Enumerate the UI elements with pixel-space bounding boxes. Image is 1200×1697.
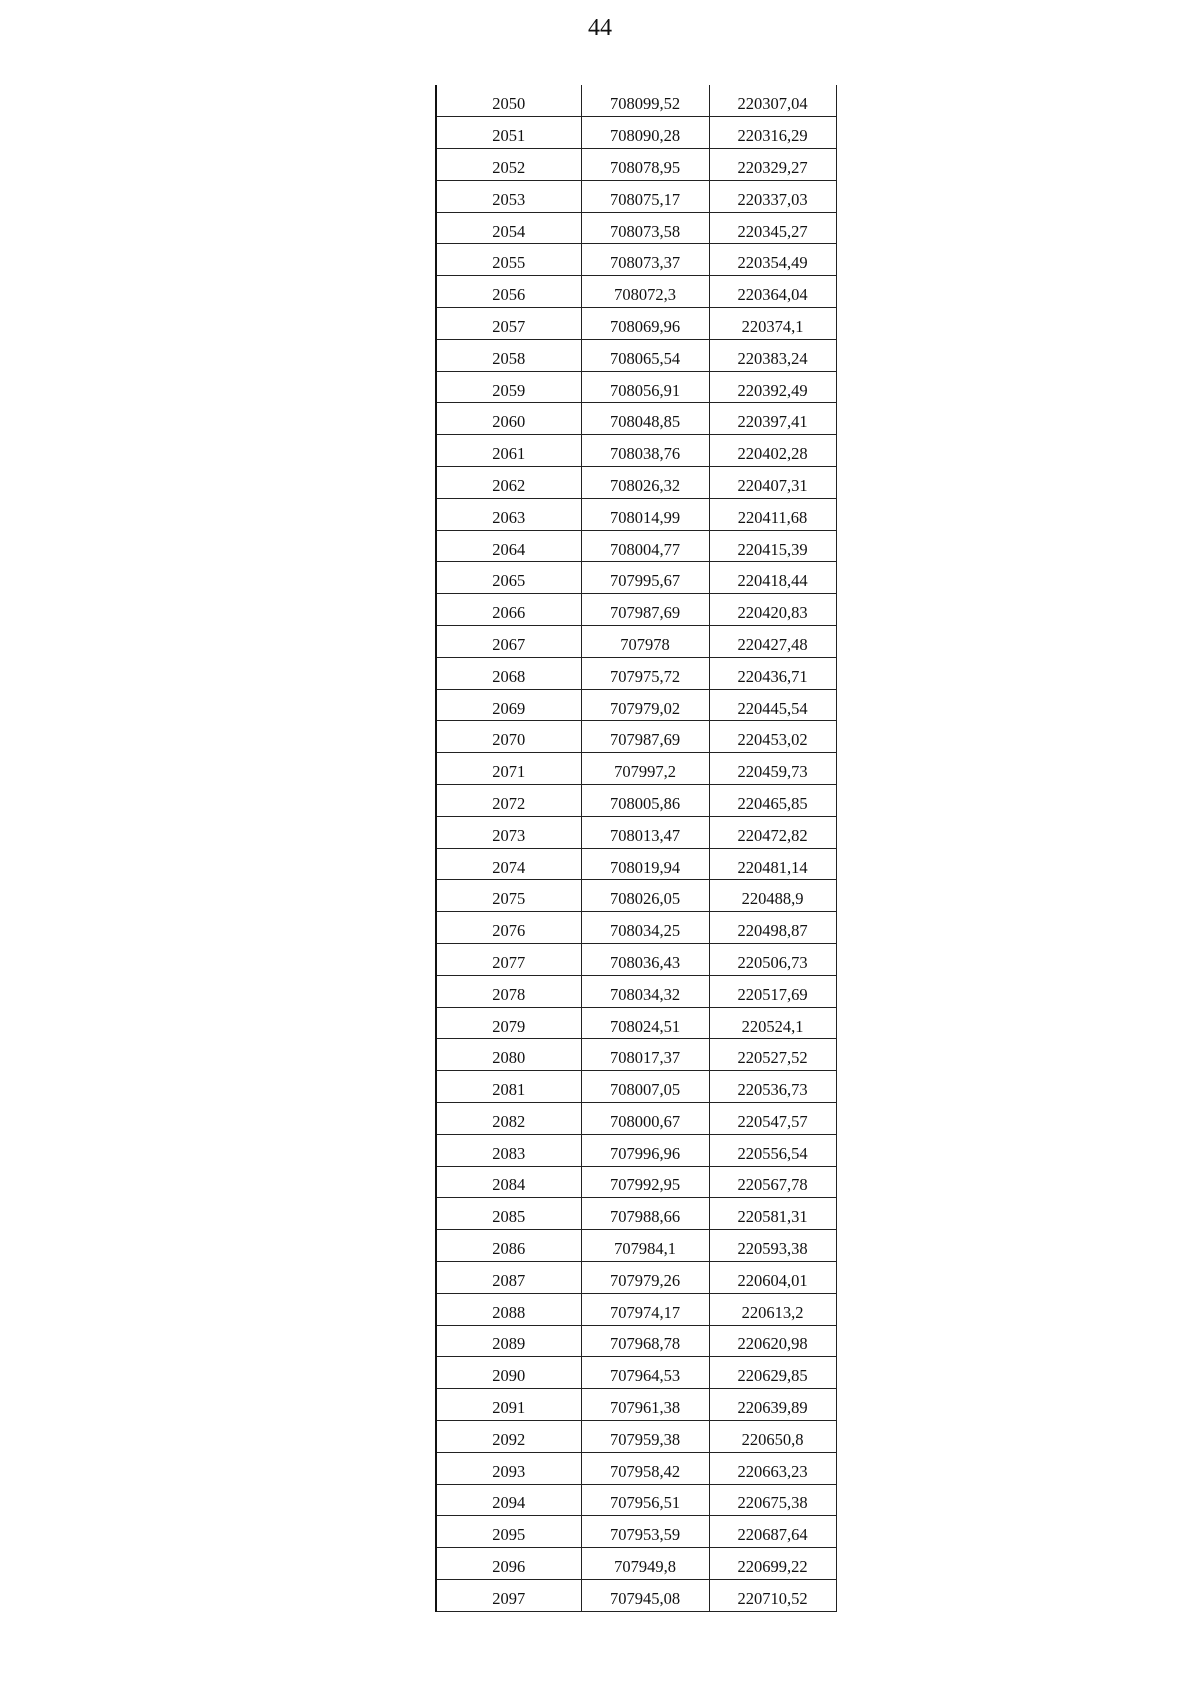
y-coordinate-cell: 220650,8 (709, 1420, 836, 1452)
table-row (436, 1516, 836, 1548)
point-number-cell: 2090 (436, 1357, 581, 1389)
x-coordinate-cell: 707968,78 (581, 1325, 709, 1357)
y-coordinate-cell: 220593,38 (709, 1230, 836, 1262)
table-row (436, 1103, 836, 1135)
y-coordinate-cell: 220392,49 (709, 371, 836, 403)
table-row (436, 975, 836, 1007)
y-coordinate-cell: 220629,85 (709, 1357, 836, 1389)
table-row (436, 785, 836, 817)
y-coordinate-cell: 220581,31 (709, 1198, 836, 1230)
point-number-cell: 2070 (436, 721, 581, 753)
y-coordinate-cell: 220710,52 (709, 1579, 836, 1611)
x-coordinate-cell: 708000,67 (581, 1103, 709, 1135)
x-coordinate-cell: 708078,95 (581, 149, 709, 181)
table-row (436, 1071, 836, 1103)
y-coordinate-cell: 220620,98 (709, 1325, 836, 1357)
point-number-cell: 2093 (436, 1452, 581, 1484)
y-coordinate-cell: 220420,83 (709, 594, 836, 626)
x-coordinate-cell: 708073,37 (581, 244, 709, 276)
point-number-cell: 2062 (436, 467, 581, 499)
x-coordinate-cell: 707974,17 (581, 1293, 709, 1325)
x-coordinate-cell: 707988,66 (581, 1198, 709, 1230)
table-row (436, 1007, 836, 1039)
x-coordinate-cell: 708005,86 (581, 785, 709, 817)
point-number-cell: 2084 (436, 1166, 581, 1198)
table-row (436, 1548, 836, 1580)
x-coordinate-cell: 707956,51 (581, 1484, 709, 1516)
table-row (436, 403, 836, 435)
table-row (436, 371, 836, 403)
table-row (436, 467, 836, 499)
point-number-cell: 2089 (436, 1325, 581, 1357)
x-coordinate-cell: 708048,85 (581, 403, 709, 435)
table-row (436, 212, 836, 244)
y-coordinate-cell: 220699,22 (709, 1548, 836, 1580)
point-number-cell: 2094 (436, 1484, 581, 1516)
y-coordinate-cell: 220536,73 (709, 1071, 836, 1103)
table-row (436, 180, 836, 212)
y-coordinate-cell: 220307,04 (709, 85, 836, 117)
y-coordinate-cell: 220613,2 (709, 1293, 836, 1325)
table-row (436, 85, 836, 117)
table-row (436, 912, 836, 944)
point-number-cell: 2050 (436, 85, 581, 117)
x-coordinate-cell: 708069,96 (581, 308, 709, 340)
y-coordinate-cell: 220345,27 (709, 212, 836, 244)
x-coordinate-cell: 707979,02 (581, 689, 709, 721)
table-row (436, 1357, 836, 1389)
y-coordinate-cell: 220604,01 (709, 1261, 836, 1293)
y-coordinate-cell: 220427,48 (709, 626, 836, 658)
x-coordinate-cell: 708004,77 (581, 530, 709, 562)
y-coordinate-cell: 220639,89 (709, 1389, 836, 1421)
y-coordinate-cell: 220383,24 (709, 339, 836, 371)
x-coordinate-cell: 708013,47 (581, 816, 709, 848)
x-coordinate-cell: 708034,25 (581, 912, 709, 944)
table-row (436, 562, 836, 594)
point-number-cell: 2066 (436, 594, 581, 626)
point-number-cell: 2078 (436, 975, 581, 1007)
point-number-cell: 2059 (436, 371, 581, 403)
x-coordinate-cell: 708026,05 (581, 880, 709, 912)
point-number-cell: 2085 (436, 1198, 581, 1230)
x-coordinate-cell: 708036,43 (581, 944, 709, 976)
point-number-cell: 2068 (436, 657, 581, 689)
y-coordinate-cell: 220337,03 (709, 180, 836, 212)
x-coordinate-cell: 708034,32 (581, 975, 709, 1007)
point-number-cell: 2077 (436, 944, 581, 976)
point-number-cell: 2054 (436, 212, 581, 244)
y-coordinate-cell: 220374,1 (709, 308, 836, 340)
y-coordinate-cell: 220481,14 (709, 848, 836, 880)
point-number-cell: 2057 (436, 308, 581, 340)
table-row (436, 1579, 836, 1611)
table-row (436, 689, 836, 721)
point-number-cell: 2083 (436, 1134, 581, 1166)
point-number-cell: 2056 (436, 276, 581, 308)
y-coordinate-cell: 220524,1 (709, 1007, 836, 1039)
table-row (436, 1166, 836, 1198)
point-number-cell: 2076 (436, 912, 581, 944)
x-coordinate-cell: 707997,2 (581, 753, 709, 785)
point-number-cell: 2088 (436, 1293, 581, 1325)
table-row (436, 880, 836, 912)
table-row (436, 149, 836, 181)
y-coordinate-cell: 220407,31 (709, 467, 836, 499)
point-number-cell: 2069 (436, 689, 581, 721)
point-number-cell: 2065 (436, 562, 581, 594)
y-coordinate-cell: 220418,44 (709, 562, 836, 594)
table-row (436, 1452, 836, 1484)
x-coordinate-cell: 707975,72 (581, 657, 709, 689)
coordinates-table-body (436, 85, 836, 1611)
x-coordinate-cell: 708007,05 (581, 1071, 709, 1103)
y-coordinate-cell: 220517,69 (709, 975, 836, 1007)
y-coordinate-cell: 220402,28 (709, 435, 836, 467)
x-coordinate-cell: 708019,94 (581, 848, 709, 880)
table-row (436, 848, 836, 880)
x-coordinate-cell: 708073,58 (581, 212, 709, 244)
table-row (436, 753, 836, 785)
table-row (436, 435, 836, 467)
y-coordinate-cell: 220556,54 (709, 1134, 836, 1166)
x-coordinate-cell: 707961,38 (581, 1389, 709, 1421)
x-coordinate-cell: 707953,59 (581, 1516, 709, 1548)
y-coordinate-cell: 220663,23 (709, 1452, 836, 1484)
point-number-cell: 2082 (436, 1103, 581, 1135)
y-coordinate-cell: 220465,85 (709, 785, 836, 817)
x-coordinate-cell: 708072,3 (581, 276, 709, 308)
table-row (436, 339, 836, 371)
y-coordinate-cell: 220506,73 (709, 944, 836, 976)
x-coordinate-cell: 707958,42 (581, 1452, 709, 1484)
table-row (436, 816, 836, 848)
x-coordinate-cell: 707987,69 (581, 721, 709, 753)
table-row (436, 1198, 836, 1230)
y-coordinate-cell: 220567,78 (709, 1166, 836, 1198)
y-coordinate-cell: 220488,9 (709, 880, 836, 912)
table-row (436, 1325, 836, 1357)
x-coordinate-cell: 708026,32 (581, 467, 709, 499)
x-coordinate-cell: 707959,38 (581, 1420, 709, 1452)
y-coordinate-cell: 220459,73 (709, 753, 836, 785)
point-number-cell: 2067 (436, 626, 581, 658)
point-number-cell: 2074 (436, 848, 581, 880)
point-number-cell: 2081 (436, 1071, 581, 1103)
x-coordinate-cell: 707978 (581, 626, 709, 658)
table-row (436, 308, 836, 340)
table-row (436, 530, 836, 562)
y-coordinate-cell: 220354,49 (709, 244, 836, 276)
table-row (436, 657, 836, 689)
point-number-cell: 2051 (436, 117, 581, 149)
point-number-cell: 2080 (436, 1039, 581, 1071)
point-number-cell: 2096 (436, 1548, 581, 1580)
x-coordinate-cell: 707995,67 (581, 562, 709, 594)
table-row (436, 1261, 836, 1293)
coordinates-table (435, 85, 837, 1612)
y-coordinate-cell: 220527,52 (709, 1039, 836, 1071)
point-number-cell: 2087 (436, 1261, 581, 1293)
x-coordinate-cell: 707979,26 (581, 1261, 709, 1293)
table-row (436, 626, 836, 658)
point-number-cell: 2053 (436, 180, 581, 212)
point-number-cell: 2091 (436, 1389, 581, 1421)
x-coordinate-cell: 708024,51 (581, 1007, 709, 1039)
y-coordinate-cell: 220675,38 (709, 1484, 836, 1516)
x-coordinate-cell: 708038,76 (581, 435, 709, 467)
table-row (436, 721, 836, 753)
point-number-cell: 2095 (436, 1516, 581, 1548)
x-coordinate-cell: 707949,8 (581, 1548, 709, 1580)
table-row (436, 1134, 836, 1166)
x-coordinate-cell: 707992,95 (581, 1166, 709, 1198)
x-coordinate-cell: 708014,99 (581, 498, 709, 530)
table-row (436, 498, 836, 530)
table-row (436, 1389, 836, 1421)
point-number-cell: 2092 (436, 1420, 581, 1452)
y-coordinate-cell: 220316,29 (709, 117, 836, 149)
table-row (436, 117, 836, 149)
y-coordinate-cell: 220364,04 (709, 276, 836, 308)
y-coordinate-cell: 220687,64 (709, 1516, 836, 1548)
y-coordinate-cell: 220498,87 (709, 912, 836, 944)
y-coordinate-cell: 220453,02 (709, 721, 836, 753)
point-number-cell: 2052 (436, 149, 581, 181)
table-row (436, 594, 836, 626)
table-row (436, 1293, 836, 1325)
x-coordinate-cell: 708075,17 (581, 180, 709, 212)
x-coordinate-cell: 707984,1 (581, 1230, 709, 1262)
y-coordinate-cell: 220547,57 (709, 1103, 836, 1135)
table-row (436, 244, 836, 276)
x-coordinate-cell: 708099,52 (581, 85, 709, 117)
y-coordinate-cell: 220445,54 (709, 689, 836, 721)
page-number: 44 (588, 15, 612, 41)
x-coordinate-cell: 708065,54 (581, 339, 709, 371)
table-row (436, 1420, 836, 1452)
x-coordinate-cell: 707945,08 (581, 1579, 709, 1611)
table-row (436, 276, 836, 308)
y-coordinate-cell: 220436,71 (709, 657, 836, 689)
table-row (436, 1484, 836, 1516)
x-coordinate-cell: 707987,69 (581, 594, 709, 626)
point-number-cell: 2079 (436, 1007, 581, 1039)
table-row (436, 944, 836, 976)
x-coordinate-cell: 708090,28 (581, 117, 709, 149)
x-coordinate-cell: 708017,37 (581, 1039, 709, 1071)
x-coordinate-cell: 707996,96 (581, 1134, 709, 1166)
point-number-cell: 2071 (436, 753, 581, 785)
point-number-cell: 2075 (436, 880, 581, 912)
y-coordinate-cell: 220411,68 (709, 498, 836, 530)
point-number-cell: 2086 (436, 1230, 581, 1262)
point-number-cell: 2064 (436, 530, 581, 562)
point-number-cell: 2097 (436, 1579, 581, 1611)
point-number-cell: 2072 (436, 785, 581, 817)
point-number-cell: 2061 (436, 435, 581, 467)
y-coordinate-cell: 220472,82 (709, 816, 836, 848)
y-coordinate-cell: 220329,27 (709, 149, 836, 181)
y-coordinate-cell: 220397,41 (709, 403, 836, 435)
point-number-cell: 2060 (436, 403, 581, 435)
table-row (436, 1039, 836, 1071)
point-number-cell: 2063 (436, 498, 581, 530)
table-row (436, 1230, 836, 1262)
point-number-cell: 2055 (436, 244, 581, 276)
x-coordinate-cell: 708056,91 (581, 371, 709, 403)
point-number-cell: 2058 (436, 339, 581, 371)
point-number-cell: 2073 (436, 816, 581, 848)
x-coordinate-cell: 707964,53 (581, 1357, 709, 1389)
y-coordinate-cell: 220415,39 (709, 530, 836, 562)
